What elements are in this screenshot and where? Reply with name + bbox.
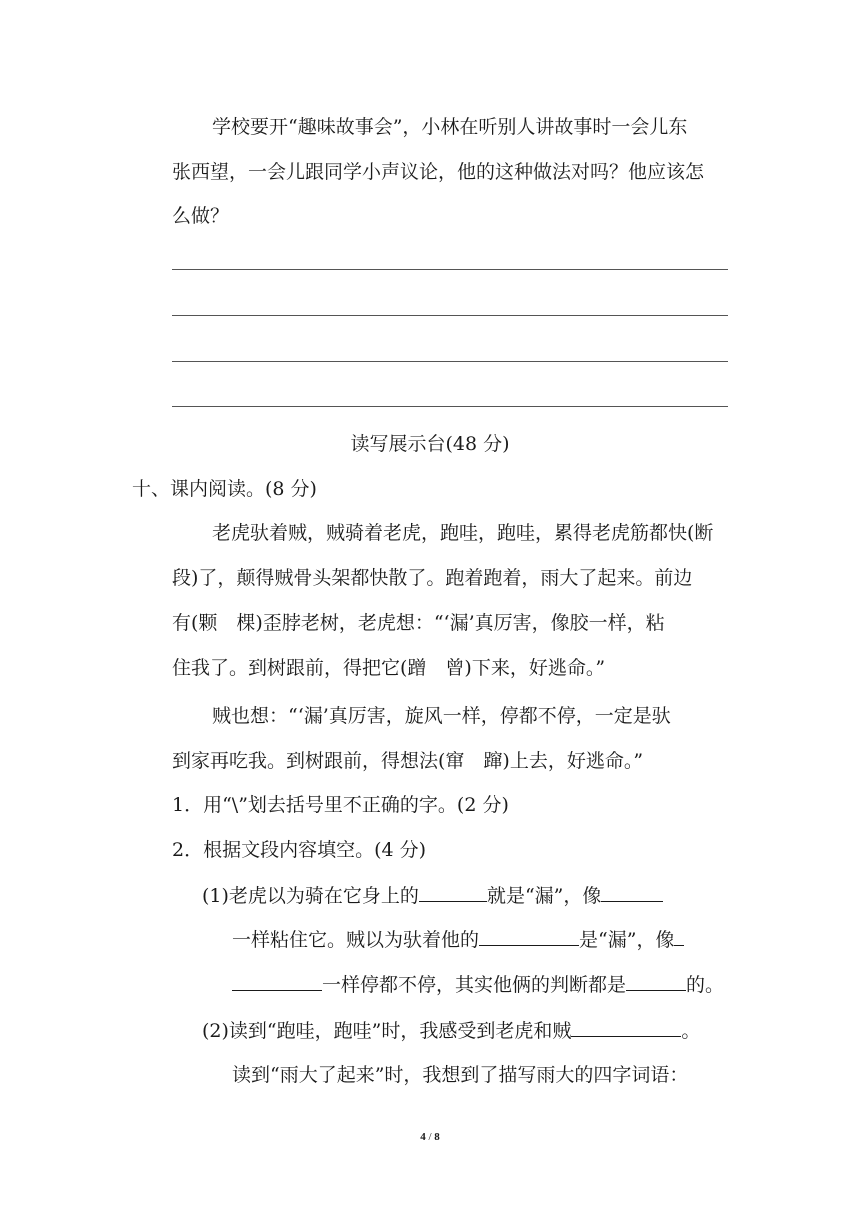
q2-2-text-1: 读到“跑哇，跑哇”时，我感受到老虎和贼: [228, 1020, 572, 1042]
fill-blank[interactable]: [601, 883, 663, 902]
q2-1-text-4: 是“漏”，像: [579, 929, 675, 951]
q2-1-number: (1): [202, 885, 229, 907]
fill-blank[interactable]: [626, 972, 686, 991]
q2-1-line-1: [202, 883, 663, 908]
fill-blank[interactable]: [571, 1018, 681, 1037]
question-line-3: 么做？: [172, 205, 230, 227]
fill-blank[interactable]: [232, 972, 322, 991]
q2-2-number: (2): [202, 1020, 229, 1042]
page-separator: /: [425, 1131, 435, 1143]
q2-2-text-2: 。: [681, 1020, 701, 1042]
passage-line-3: 有(颗 棵)歪脖老树，老虎想：“‘漏’真厉害，像胶一样，粘: [172, 612, 665, 634]
answer-line-3[interactable]: [172, 361, 728, 362]
fill-blank[interactable]: [479, 927, 579, 946]
q2-1-text-6: 的。: [686, 974, 725, 996]
q2-2-line-2: 读到“雨大了起来”时，我想到了描写雨大的四字词语：: [232, 1064, 689, 1086]
q2-1-text-5: 一样停都不停，其实他俩的判断都是: [322, 974, 627, 996]
question-2: 2．根据文段内容填空。(4 分): [172, 839, 427, 861]
passage-line-4: 住我了。到树跟前，得把它(蹭 曾)下来，好逃命。”: [172, 657, 606, 679]
passage-line-2: 段)了，颠得贼骨头架都快散了。跑着跑着，雨大了起来。前边: [172, 567, 693, 589]
question-line-1: 学校要开“趣味故事会”，小林在听别人讲故事时一会儿东: [212, 116, 688, 138]
question-line-2: 张西望，一会儿跟同学小声议论，他的这种做法对吗？他应该怎: [172, 161, 705, 183]
page-total: 8: [434, 1131, 440, 1143]
q2-1-line-2: [232, 927, 684, 952]
q2-1-text-2: 就是“漏”，像: [486, 885, 602, 907]
question-1: 1．用“\”划去括号里不正确的字。(2 分): [172, 794, 509, 816]
passage-line-5: 贼也想：“‘漏’真厉害，旋风一样，停都不停，一定是驮: [212, 705, 671, 727]
section-title: 读写展示台(48 分): [350, 433, 510, 455]
q2-1-text-3: 一样粘住它。贼以为驮着他的: [232, 929, 480, 951]
q2-1-text-1: 老虎以为骑在它身上的: [228, 885, 419, 907]
answer-line-4[interactable]: [172, 406, 728, 407]
q2-2-line-1: [202, 1018, 700, 1043]
fill-blank[interactable]: [419, 883, 487, 902]
answer-line-2[interactable]: [172, 315, 728, 316]
fill-blank[interactable]: [674, 927, 684, 946]
q2-1-line-3: [232, 972, 724, 997]
page-number: [0, 1131, 860, 1143]
answer-line-1[interactable]: [172, 269, 728, 270]
page-current: 4: [420, 1131, 426, 1143]
passage-line-6: 到家再吃我。到树跟前，得想法(窜 蹿)上去，好逃命。”: [172, 750, 644, 772]
reading-heading: 十、课内阅读。(8 分): [132, 478, 317, 500]
passage-line-1: 老虎驮着贼，贼骑着老虎，跑哇，跑哇，累得老虎筋都快(断: [212, 522, 714, 544]
